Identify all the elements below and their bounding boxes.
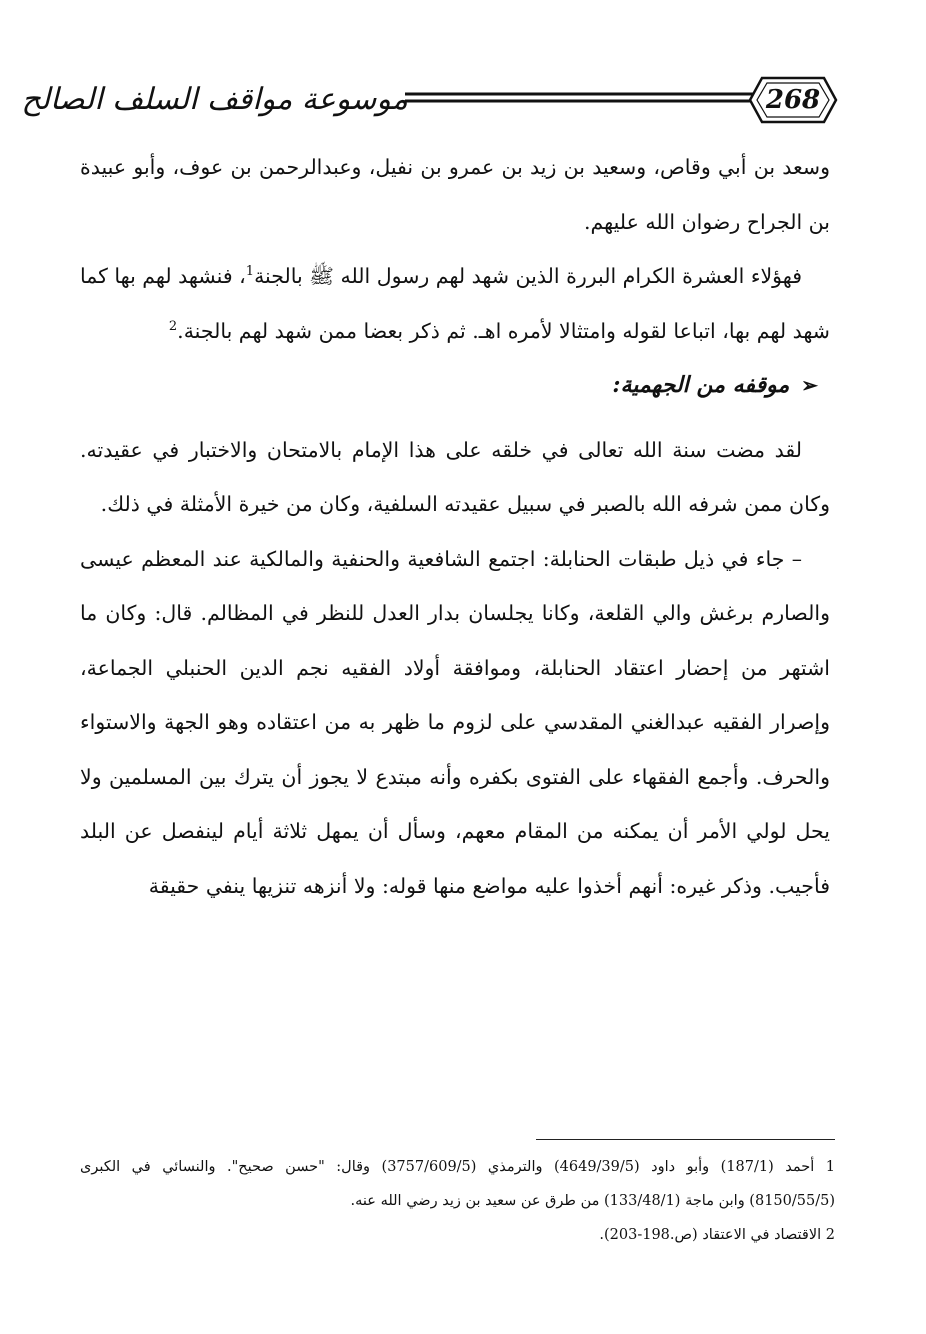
footnote-marker: 2	[168, 318, 178, 334]
paragraph: – جاء في ذيل طبقات الحنابلة: اجتمع الشافعية والحنفية والمالكية عند المعظم عيسى والصارم برغش والي القلعة، وكانا يجلسان بدار العدل للنظر في المظالم. قال: وكان ما اشتهر من إحضار اعتقاد الحنابلة، وموافقة أولاد الفقيه نجم الدين الحنبلي الجماعة، وإصرار الفقيه عبدالغني المقدسي على لزوم ما ظهر به من اعتقاده وهو الجهة والاستواء والحرف. وأجمع الفقهاء على الفتوى بكفره وأنه مبتدع لا يجوز أن يترك بين المسلمين ولا يحل لولي الأمر أن يمكنه من المقام معهم، وسأل أن يمهل ثلاثة أيام لينفصل عن البلد فأجيب. وذكر غيره: أنهم أخذوا عليه مواضع منها قوله: ولا أنزهه تنزيها ينفي حقيقة	[80, 546, 830, 898]
page-header	[21, 70, 845, 130]
paragraph: وسعد بن أبي وقاص، وسعيد بن زيد بن عمرو بن نفيل، وعبدالرحمن بن عوف، وأبو عبيدة بن الجراح رضوان الله عليهم.	[80, 155, 830, 234]
running-title: موسوعة مواقف السلف الصالح	[21, 82, 408, 117]
page-number: 268	[765, 85, 821, 115]
section-heading-text: موقفه من الجهمية:	[612, 372, 790, 398]
paragraph	[80, 249, 830, 358]
footnote-separator	[536, 1139, 835, 1140]
footnote: 1 أحمد (187/1) وأبو داود (4649/39/5) والترمذي (3757/609/5) وقال: "حسن صحيح". والنسائي في الكبرى (8150/55/5) وابن ماجة (133/48/1) من طرق عن سعيد بن زيد رضي الله عنه.	[80, 1159, 835, 1209]
section-heading	[80, 358, 830, 413]
main-text	[80, 140, 830, 913]
paragraph-text: ، فنشهد لهم بها كما شهد لهم بها، اتباعا لقوله وامتثالا لأمره اهـ. ثم ذكر بعضا ممن شهد لهم بالجنة.	[80, 264, 830, 343]
footnotes	[80, 1150, 835, 1252]
footnote: 2 الاقتصاد في الاعتقاد (ص.198-203).	[599, 1227, 835, 1243]
paragraph: لقد مضت سنة الله تعالى في خلقه على هذا الإمام بالامتحان والاختبار في عقيدته. وكان ممن شرفه الله بالصبر في سبيل عقيدته السلفية، وكان من خيرة الأمثلة في ذلك.	[80, 437, 830, 516]
footnote-marker: 1	[245, 264, 255, 280]
arrow-bullet-icon: ➢	[801, 373, 818, 397]
paragraph-text: فهؤلاء العشرة الكرام البررة الذين شهد لهم رسول الله ﷺ بالجنة	[254, 264, 803, 288]
